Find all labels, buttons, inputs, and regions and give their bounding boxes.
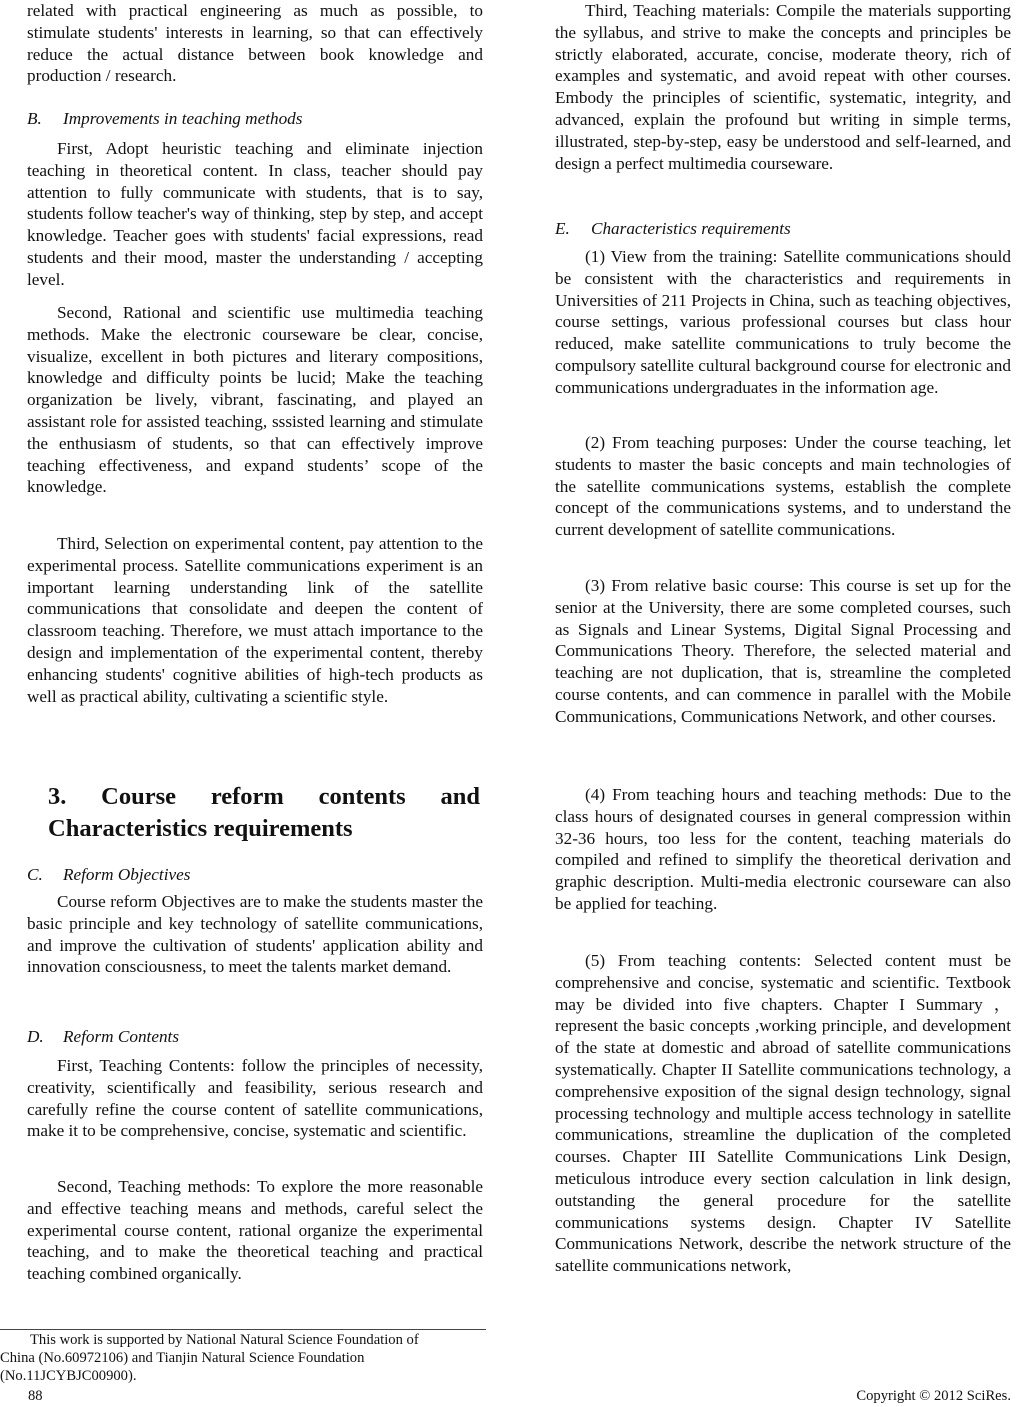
subsection-number: B. bbox=[27, 109, 42, 128]
footnote bbox=[0, 1332, 480, 1385]
subsection-heading-d bbox=[27, 1026, 179, 1048]
section-heading: 3. Course reform contents and Characteristics requirements bbox=[48, 783, 480, 842]
paragraph-intro: related with practical engineering as much as possible, to stimulate students' interests in learning, so that can effectively reduce the actual distance between book knowledge and production / research. bbox=[27, 1, 483, 86]
paragraph-e2: (2) From teaching purposes: Under the course teaching, let students to master the basic concepts and main technologies of the satellite communications systems, establish the complete concept of the communications systems, and to understand the current development of satellite communications. bbox=[555, 433, 1011, 540]
paragraph-b3: Third, Selection on experimental content, pay attention to the experimental process. Satellite communications experiment is an important learning understanding link of the satellite communications that consolidate and deepen the content of classroom teaching. Therefore, we must attach importance to the design and implementation of the experimental content, thereby enhancing students' cognitive abilities of high-tech products as well as practical ability, cultivating a scientific style. bbox=[27, 534, 483, 706]
footnote-line: This work is supported by National Natural Science Foundation of bbox=[30, 1332, 419, 1348]
paragraph-b2: Second, Rational and scientific use multimedia teaching methods. Make the electronic courseware be clear, concise, visualize, excellent in both pictures and literary compositions, knowledge and difficulty points be lucid; Make the teaching organization be lively, vibrant, fascinating, and played an assistant role for assisted teaching, sssisted learning and stimulate the enthusiasm of students, so that can effectively improve teaching effectiveness, and expand students’ scope of the knowledge. bbox=[27, 303, 483, 497]
subsection-number: E. bbox=[555, 219, 570, 238]
paragraph-c1: Course reform Objectives are to make the students master the basic principle and key technology of satellite communications, and improve the cultivation of students' application ability and innovation consciousness, to meet the talents market demand. bbox=[27, 892, 483, 977]
subsection-title: Reform Objectives bbox=[63, 865, 191, 884]
page-number: 88 bbox=[28, 1388, 43, 1404]
paragraph-e3: (3) From relative basic course: This course is set up for the senior at the University, there are some completed courses, such as Signals and Linear Systems, Digital Signal Processing and Communications Theory. Therefore, the selected material and teaching are not duplication, that is, streamline the completed course contents, and can commence in parallel with the Mobile Communications, Communications Network, and other courses. bbox=[555, 576, 1011, 726]
subsection-heading-b bbox=[27, 108, 302, 130]
subsection-title: Characteristics requirements bbox=[591, 219, 791, 238]
subsection-heading-e bbox=[555, 218, 791, 240]
subsection-title: Improvements in teaching methods bbox=[63, 109, 303, 128]
paragraph-e4: (4) From teaching hours and teaching methods: Due to the class hours of designated courses in general compression within 32-36 hours, too less for the content, teaching materials do compiled and refined to simplify the theoretical derivation and graphic description. Multi-media electronic courseware can also be applied for teaching. bbox=[555, 785, 1011, 913]
footnote-divider bbox=[0, 1329, 486, 1330]
paragraph-e1: (1) View from the training: Satellite communications should be consistent with the characteristics and requirements in Universities of 211 Projects in China, such as teaching objectives, course settings, various professional courses but class hour reduced, make satellite communications to truly become the compulsory satellite cultural background course for electronic and communications undergraduates in the information age. bbox=[555, 247, 1011, 397]
subsection-title: Reform Contents bbox=[63, 1027, 180, 1046]
subsection-number: C. bbox=[27, 865, 43, 884]
copyright-notice: Copyright © 2012 SciRes. bbox=[856, 1388, 1011, 1404]
subsection-heading-c bbox=[27, 864, 190, 886]
footnote-line: (No.11JCYBJC00900). bbox=[0, 1367, 137, 1384]
paragraph-e5: (5) From teaching contents: Selected content must be comprehensive and concise, systematic and scientific. Textbook may be divided into five chapters. Chapter I Summary ， represent the basic concepts ,working principle, and development of the state at domestic and abroad of satellite communications systematically. Chapter II Satellite communications technology, a comprehensive exposition of the signal design technology, signal processing technology and multiple access technology in satellite communications, streamline the duplication of the completed courses. Chapter III Satellite Communications Link Design, meticulous introduce every section calculation in link design, outstanding the general procedure for the satellite communications systems design. Chapter IV Satellite Communications Network, describe the network structure of the satellite communications network, bbox=[555, 951, 1011, 1276]
paragraph-d2: Second, Teaching methods: To explore the more reasonable and effective teaching means and methods, careful select the experimental course content, rational organize the experimental teaching, and to make the theoretical teaching and practical teaching combined organically. bbox=[27, 1177, 483, 1284]
footnote-line: China (No.60972106) and Tianjin Natural Science Foundation bbox=[0, 1349, 365, 1366]
paragraph-b1: First, Adopt heuristic teaching and eliminate injection teaching in theoretical content. In class, teacher should pay attention to fully communicate with students, that is to say, students follow teacher's way of thinking, step by step, and accept knowledge. Teacher goes with students' facial expressions, read students and their mood, master the understanding / accepting level. bbox=[27, 139, 483, 289]
subsection-number: D. bbox=[27, 1027, 44, 1046]
paragraph-d1: First, Teaching Contents: follow the principles of necessity, creativity, scientifically and feasibility, serious research and carefully refine the course content of satellite communications, make it to be comprehensive, concise, systematic and scientific. bbox=[27, 1056, 483, 1141]
paragraph-d3: Third, Teaching materials: Compile the materials supporting the syllabus, and strive to make the concepts and principles be strictly elaborated, accurate, concise, moderate theory, rich of examples and systematic, and avoid repeat with other courses. Embody the principles of scientific, systematic, integrity, and advanced, explain the profound but writing in simple terms, illustrated, step-by-step, easy be understood and self-learned, and design a perfect multimedia courseware. bbox=[555, 1, 1011, 173]
